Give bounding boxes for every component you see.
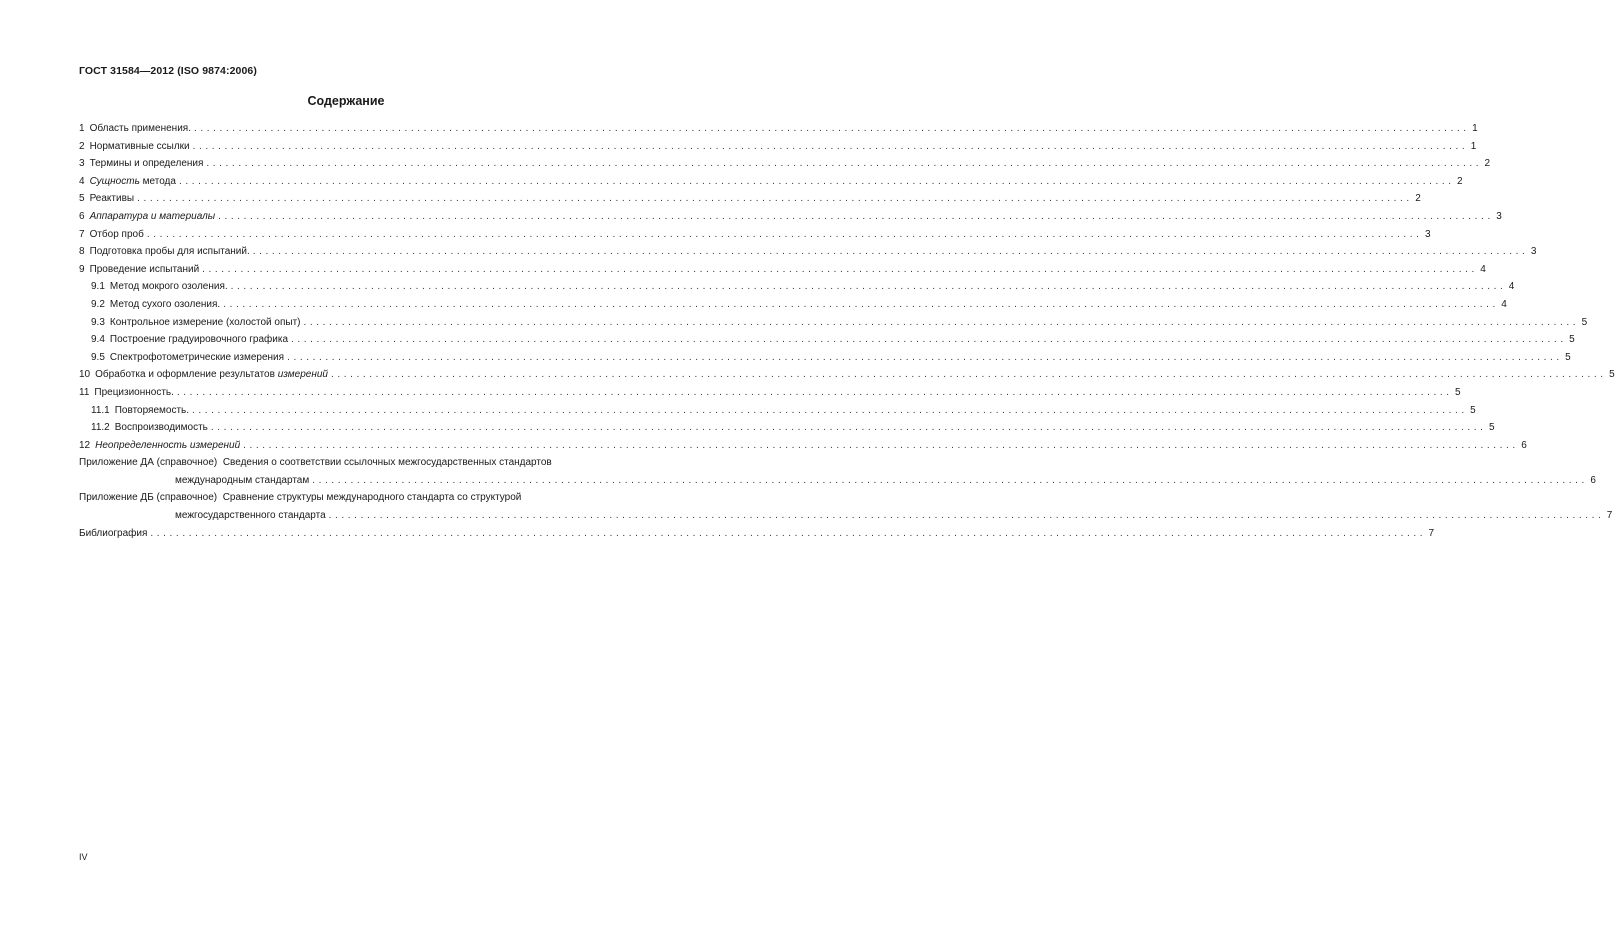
leader-dots: ........................................................................................................................................................................................................ xyxy=(287,351,1563,363)
toc-entry-page: 4 xyxy=(1501,298,1507,310)
leader-dots: ........................................................................................................................................................................................................ xyxy=(210,422,1487,434)
toc-entry-page: 5 xyxy=(1569,334,1575,346)
toc-entry-3[interactable] xyxy=(79,155,1491,173)
toc-entry-number: 11.1 xyxy=(91,404,110,416)
toc-entry-number: 9.4 xyxy=(91,334,105,346)
leader-dots: ........................................................................................................................................................................................................ xyxy=(150,527,1427,539)
document-header: ГОСТ 31584—2012 (ISO 9874:2006) xyxy=(79,65,257,77)
annex-label: Приложение ДА (справочное) xyxy=(79,457,218,469)
leader-dots: ........................................................................................................................................................................................................ xyxy=(137,193,1413,205)
leader-dots: ........................................................................................................................................................................................................ xyxy=(178,175,1455,187)
toc-entry-page: 5 xyxy=(1581,316,1588,328)
toc-entry-page: 1 xyxy=(1470,140,1477,152)
leader-dots: ........................................................................................................................................................................................................ xyxy=(192,404,1468,416)
leader-dots: ........................................................................................................................................................................................................ xyxy=(230,281,1507,293)
toc-entry-number: 12 xyxy=(79,439,91,451)
annex-title-line2: межгосударственного стандарта xyxy=(175,510,326,522)
toc-entry-page: 7 xyxy=(1606,510,1613,522)
toc-entry-page: 2 xyxy=(1415,193,1421,205)
toc-entry-11-2[interactable] xyxy=(79,419,1495,437)
toc-entry-5[interactable] xyxy=(79,190,1421,208)
toc-entry-page: 5 xyxy=(1609,369,1615,381)
annex-first-line xyxy=(79,454,614,472)
leader-dots: ........................................................................................................................................................................................................ xyxy=(291,334,1567,346)
toc-entry-11[interactable] xyxy=(79,384,1461,402)
toc-entry-9[interactable] xyxy=(79,261,1486,279)
toc-entry-page: 3 xyxy=(1530,246,1537,258)
toc-entry-text: Библиография xyxy=(79,527,148,539)
leader-dots: ........................................................................................................................................................................................................ xyxy=(193,123,1470,134)
toc-entry-text: Метод мокрого озоления. xyxy=(109,281,228,293)
toc-entry-text-regular: метода xyxy=(139,175,176,187)
toc-entry-page: 7 xyxy=(1428,527,1435,539)
toc-entry-text xyxy=(90,173,176,191)
toc-entry-number: 9 xyxy=(79,263,85,275)
toc-entry-10[interactable] xyxy=(79,366,1615,384)
toc-entry-page: 6 xyxy=(1590,474,1596,486)
toc-entry-text-regular: Обработка и оформление результатов xyxy=(95,369,278,381)
toc-entry-text: Отбор проб xyxy=(89,228,144,240)
leader-dots: ........................................................................................................................................................................................................ xyxy=(252,246,1529,258)
toc-entry-number: 6 xyxy=(79,210,85,222)
toc-entry-text xyxy=(95,366,328,384)
leader-dots: ........................................................................................................................................................................................................ xyxy=(328,510,1605,522)
toc-entry-9-4[interactable] xyxy=(79,331,1575,349)
toc-entry-8[interactable] xyxy=(79,243,1537,261)
toc-entry-page: 6 xyxy=(1521,439,1527,451)
leader-dots: ........................................................................................................................................................................................................ xyxy=(146,228,1423,240)
toc-entry-page: 2 xyxy=(1484,158,1491,170)
toc-entry-1[interactable] xyxy=(79,120,1478,138)
toc-entry-text: Аппаратура и материалы xyxy=(89,210,216,222)
leader-dots: ........................................................................................................................................................................................................ xyxy=(206,158,1483,170)
toc-entry-text: Неопределенность измерений xyxy=(95,439,241,451)
toc-entry-number: 4 xyxy=(79,175,85,187)
toc-entry-number: 11.2 xyxy=(91,422,110,434)
toc-entry-page: 3 xyxy=(1496,210,1502,222)
leader-dots: ........................................................................................................................................................................................................ xyxy=(223,298,1499,310)
toc-entry-text: Подготовка пробы для испытаний. xyxy=(89,246,250,258)
leader-dots: ........................................................................................................................................................................................................ xyxy=(192,140,1469,152)
toc-entry-number: 8 xyxy=(79,246,85,258)
toc-entry-9-2[interactable] xyxy=(79,296,1507,314)
toc-entry-page: 5 xyxy=(1488,422,1495,434)
toc-entry-text: Реактивы xyxy=(89,193,135,205)
toc-entry-9-3[interactable] xyxy=(79,314,1588,332)
toc-entry-text: Термины и определения xyxy=(89,158,204,170)
toc-entry-number: 9.5 xyxy=(91,351,105,363)
annex-second-line xyxy=(79,507,1613,525)
toc-entry-2[interactable] xyxy=(79,138,1477,156)
toc-entry-number: 9.2 xyxy=(91,298,105,310)
toc-entry-12[interactable] xyxy=(79,437,1527,455)
toc-entry-page: 5 xyxy=(1565,351,1571,363)
toc-entry-7[interactable] xyxy=(79,226,1431,244)
toc-entry-text: Построение градуировочного графика xyxy=(109,334,289,346)
leader-dots: ........................................................................................................................................................................................................ xyxy=(176,386,1453,398)
annex-title-line1: Сведения о соответствии ссылочных межгосударственных стандартов xyxy=(222,457,552,469)
annex-title-line1: Сравнение структуры международного стандарта со структурой xyxy=(222,492,522,504)
toc-entry-number: 9.3 xyxy=(91,316,105,328)
toc-entry-number: 7 xyxy=(79,228,85,240)
toc-entry-page: 2 xyxy=(1457,175,1463,187)
toc-entry-page: 5 xyxy=(1455,386,1461,398)
toc-title: Содержание xyxy=(307,94,385,108)
toc-annex-da[interactable] xyxy=(79,454,1596,489)
toc-entry-text: Повторяемость. xyxy=(114,404,190,416)
toc-entry-page: 3 xyxy=(1424,228,1431,240)
leader-dots: ........................................................................................................................................................................................................ xyxy=(303,316,1580,328)
toc-entry-number: 10 xyxy=(79,369,91,381)
toc-entry-number: 9.1 xyxy=(91,281,105,293)
toc-entry-text-italic: Сущность xyxy=(89,175,140,187)
toc-entry-page: 4 xyxy=(1508,281,1515,293)
toc-entry-number: 11 xyxy=(79,386,90,398)
leader-dots: ........................................................................................................................................................................................................ xyxy=(243,439,1519,451)
toc-entry-number: 1 xyxy=(79,123,85,134)
toc-entry-text: Прецизионность. xyxy=(94,386,174,398)
annex-label: Приложение ДБ (справочное) xyxy=(79,492,218,504)
toc-entry-text-italic: измерений xyxy=(277,369,328,381)
toc-entry-number: 2 xyxy=(79,140,85,152)
annex-first-line xyxy=(79,489,614,507)
toc-entry-6[interactable] xyxy=(79,208,1502,226)
toc-entry-text: Проведение испытаний xyxy=(89,263,200,275)
toc-entry-11-1[interactable] xyxy=(79,402,1476,420)
toc-entry-text: Спектрофотометрические измерения xyxy=(109,351,285,363)
table-of-contents xyxy=(79,120,1615,542)
toc-entry-page: 4 xyxy=(1480,263,1486,275)
leader-dots: ........................................................................................................................................................................................................ xyxy=(218,210,1494,222)
toc-entry-number: 3 xyxy=(79,158,85,170)
toc-entry-text: Контрольное измерение (холостой опыт) xyxy=(109,316,301,328)
annex-second-line xyxy=(79,472,1596,490)
toc-annex-db[interactable] xyxy=(79,489,1613,524)
toc-entry-text: Нормативные ссылки xyxy=(89,140,190,152)
toc-entry-text: Область применения. xyxy=(89,123,191,134)
annex-title-line2: международным стандартам xyxy=(175,474,310,486)
toc-entry-4[interactable] xyxy=(79,173,1463,191)
toc-entry-9-5[interactable] xyxy=(79,349,1571,367)
toc-entry-bibliography[interactable] xyxy=(79,525,1435,543)
leader-dots: ........................................................................................................................................................................................................ xyxy=(312,474,1588,486)
toc-entry-number: 5 xyxy=(79,193,85,205)
leader-dots: ........................................................................................................................................................................................................ xyxy=(202,263,1478,275)
toc-entry-page: 1 xyxy=(1472,123,1478,134)
toc-entry-9-1[interactable] xyxy=(79,278,1515,296)
leader-dots: ........................................................................................................................................................................................................ xyxy=(330,369,1607,381)
page-number: IV xyxy=(79,852,88,862)
toc-entry-text: Воспроизводимость xyxy=(114,422,208,434)
toc-entry-text: Метод сухого озоления. xyxy=(109,298,221,310)
toc-entry-page: 5 xyxy=(1470,404,1476,416)
